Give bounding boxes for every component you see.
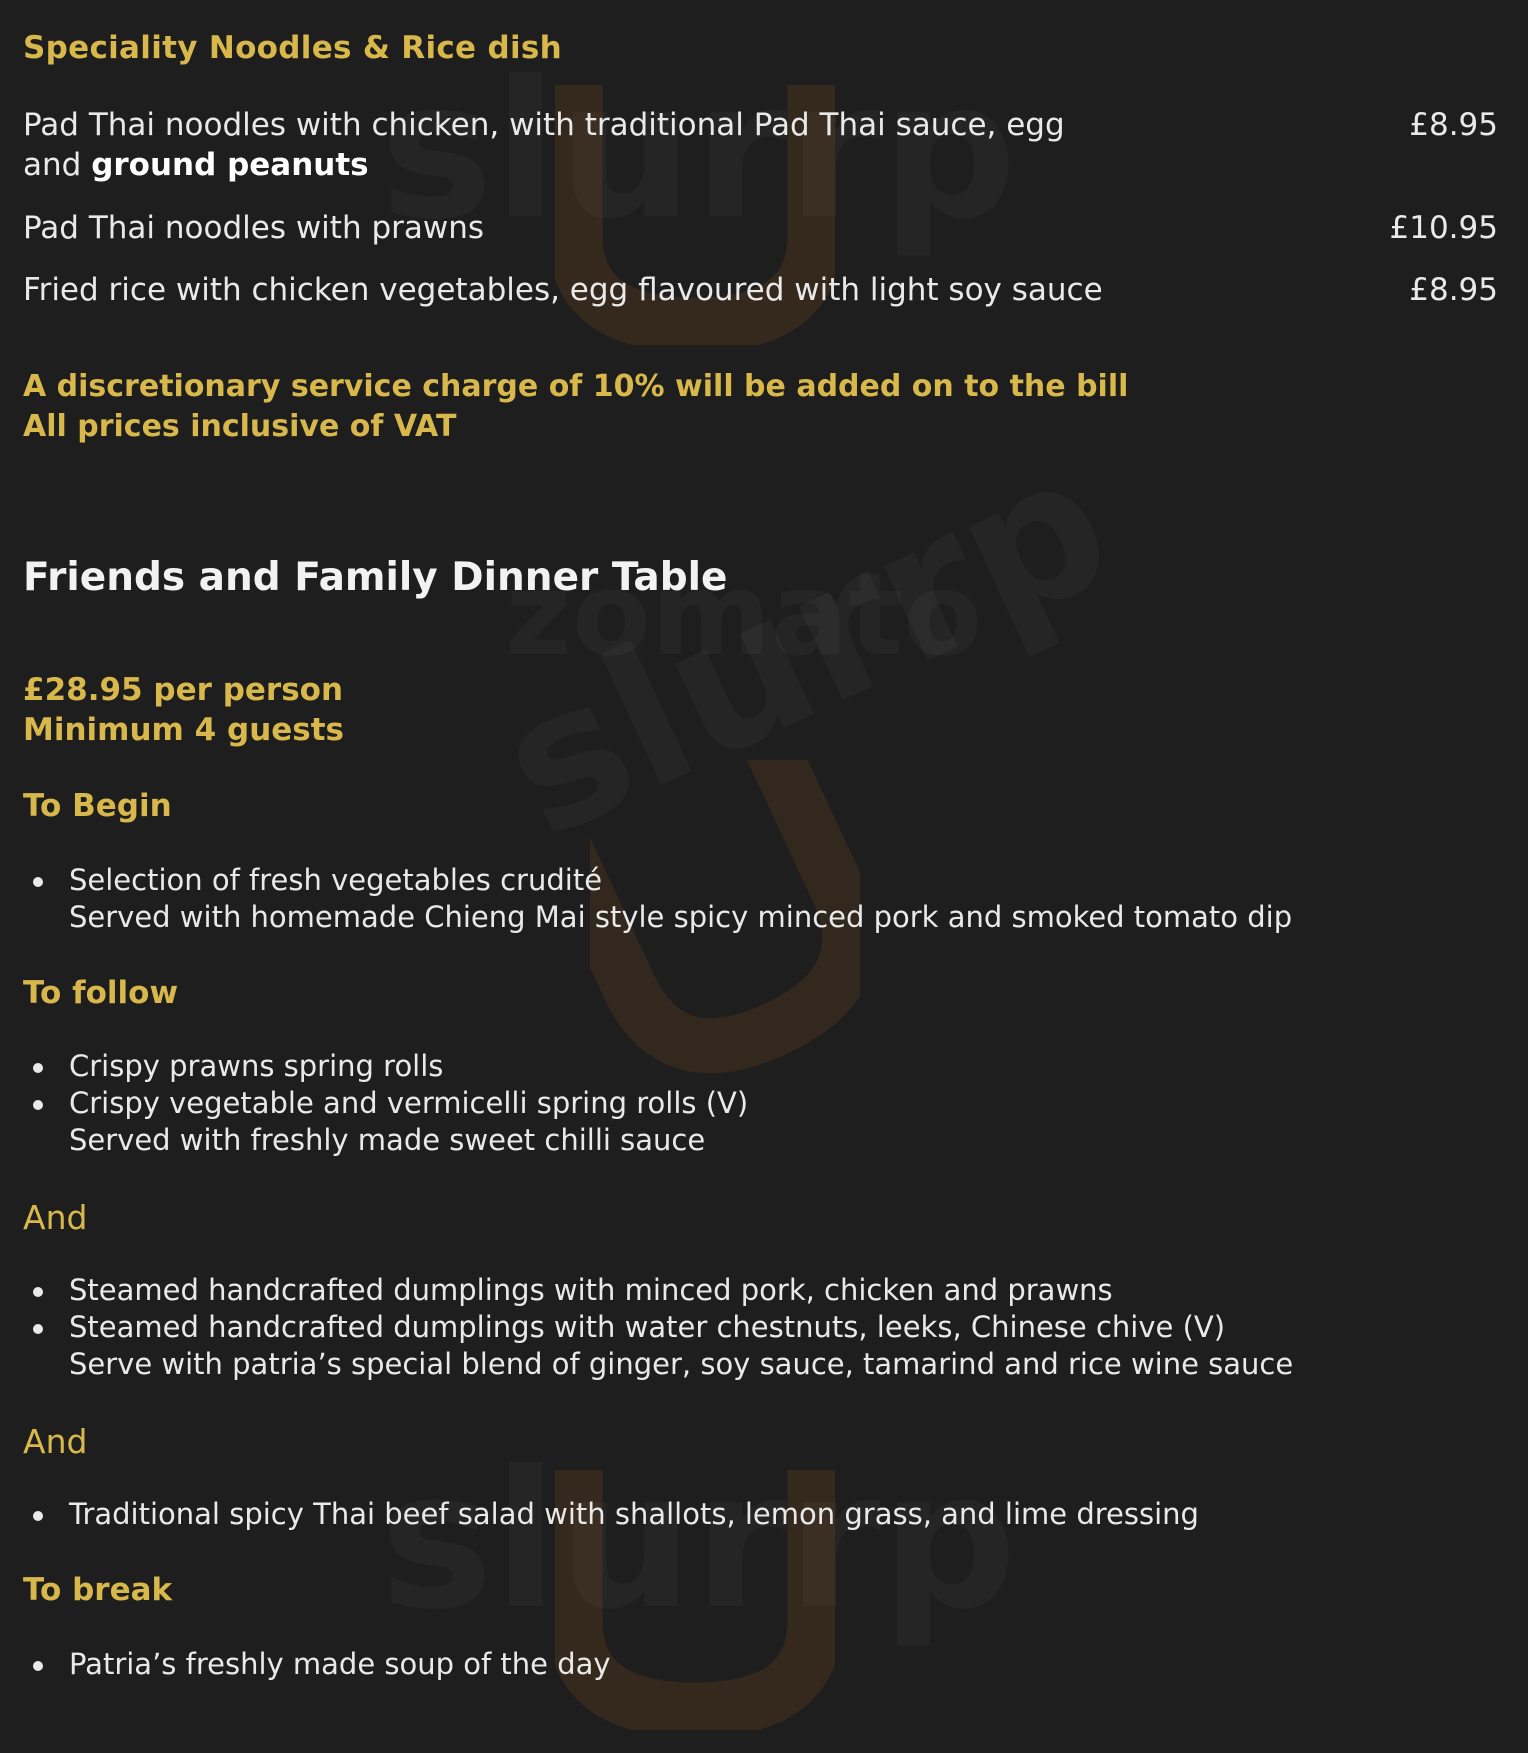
dinner-table-title: Friends and Family Dinner Table <box>23 555 728 600</box>
section-heading-and: And <box>23 1422 88 1461</box>
minimum-guests: Minimum 4 guests <box>23 712 345 748</box>
section-heading-and: And <box>23 1198 88 1237</box>
price-per-person: £28.95 per person <box>23 672 344 708</box>
bullet-icon <box>33 1661 43 1671</box>
menu-item-pad-thai-prawns: Pad Thai noodles with prawns <box>23 210 485 246</box>
to-begin-list <box>23 862 1292 936</box>
to-break-list <box>23 1646 611 1683</box>
item-price: £10.95 <box>1389 210 1498 246</box>
section-heading-to-begin: To Begin <box>23 788 172 824</box>
list-item <box>23 1309 1293 1383</box>
dumplings-list <box>23 1272 1293 1383</box>
bullet-icon <box>33 877 43 887</box>
bullet-icon <box>33 1324 43 1334</box>
item-description-bold: ground peanuts <box>91 147 369 183</box>
bullet-icon <box>33 1063 43 1073</box>
to-follow-list <box>23 1048 748 1159</box>
list-item-label: Steamed handcrafted dumplings with minced pork, chicken and prawns <box>69 1273 1113 1307</box>
list-item-label: Steamed handcrafted dumplings with water chestnuts, leeks, Chinese chive (V) <box>69 1310 1226 1344</box>
section-heading-to-follow: To follow <box>23 975 179 1011</box>
list-item-label: Traditional spicy Thai beef salad with shallots, lemon grass, and lime dressing <box>69 1497 1199 1531</box>
list-item <box>23 1085 748 1159</box>
salad-list <box>23 1496 1199 1533</box>
menu-item-fried-rice: Fried rice with chicken vegetables, egg flavoured with light soy sauce <box>23 272 1103 308</box>
list-item-label: Crispy prawns spring rolls <box>69 1049 444 1083</box>
item-price: £8.95 <box>1409 272 1498 308</box>
bullet-icon <box>33 1100 43 1110</box>
served-with-note: Serve with patria’s special blend of ginger, soy sauce, tamarind and rice wine sauce <box>69 1347 1294 1381</box>
slurrp-watermark-bottom <box>380 1430 1017 1651</box>
bullet-icon <box>33 1287 43 1297</box>
served-with-note: Served with freshly made sweet chilli sauce <box>69 1123 706 1157</box>
list-item-label: Crispy vegetable and vermicelli spring rolls (V) <box>69 1086 749 1120</box>
served-with-note: Served with homemade Chieng Mai style spicy minced pork and smoked tomato dip <box>69 900 1293 934</box>
speciality-heading: Speciality Noodles & Rice dish <box>23 30 563 66</box>
item-price: £8.95 <box>1409 107 1498 143</box>
menu-item-pad-thai-chicken <box>23 105 1065 185</box>
vat-note: All prices inclusive of VAT <box>23 409 457 444</box>
section-heading-to-break: To break <box>23 1572 173 1608</box>
slurrp-logo-mark-bottom <box>555 1450 835 1734</box>
list-item <box>23 1646 611 1683</box>
list-item <box>23 1272 1293 1309</box>
list-item <box>23 1496 1199 1533</box>
list-item <box>23 1048 748 1085</box>
list-item-label: Selection of fresh vegetables crudité <box>69 863 603 897</box>
service-charge-note: A discretionary service charge of 10% will be added on to the bill <box>23 369 1129 404</box>
bullet-icon <box>33 1511 43 1521</box>
item-description-prefix: and <box>23 147 92 183</box>
item-description-continued <box>23 145 1065 185</box>
slurrp-watermark-middle <box>470 411 1141 880</box>
list-item <box>23 862 1292 936</box>
item-description: Pad Thai noodles with chicken, with traditional Pad Thai sauce, egg <box>23 107 1065 143</box>
list-item-label: Patria’s freshly made soup of the day <box>69 1647 611 1681</box>
